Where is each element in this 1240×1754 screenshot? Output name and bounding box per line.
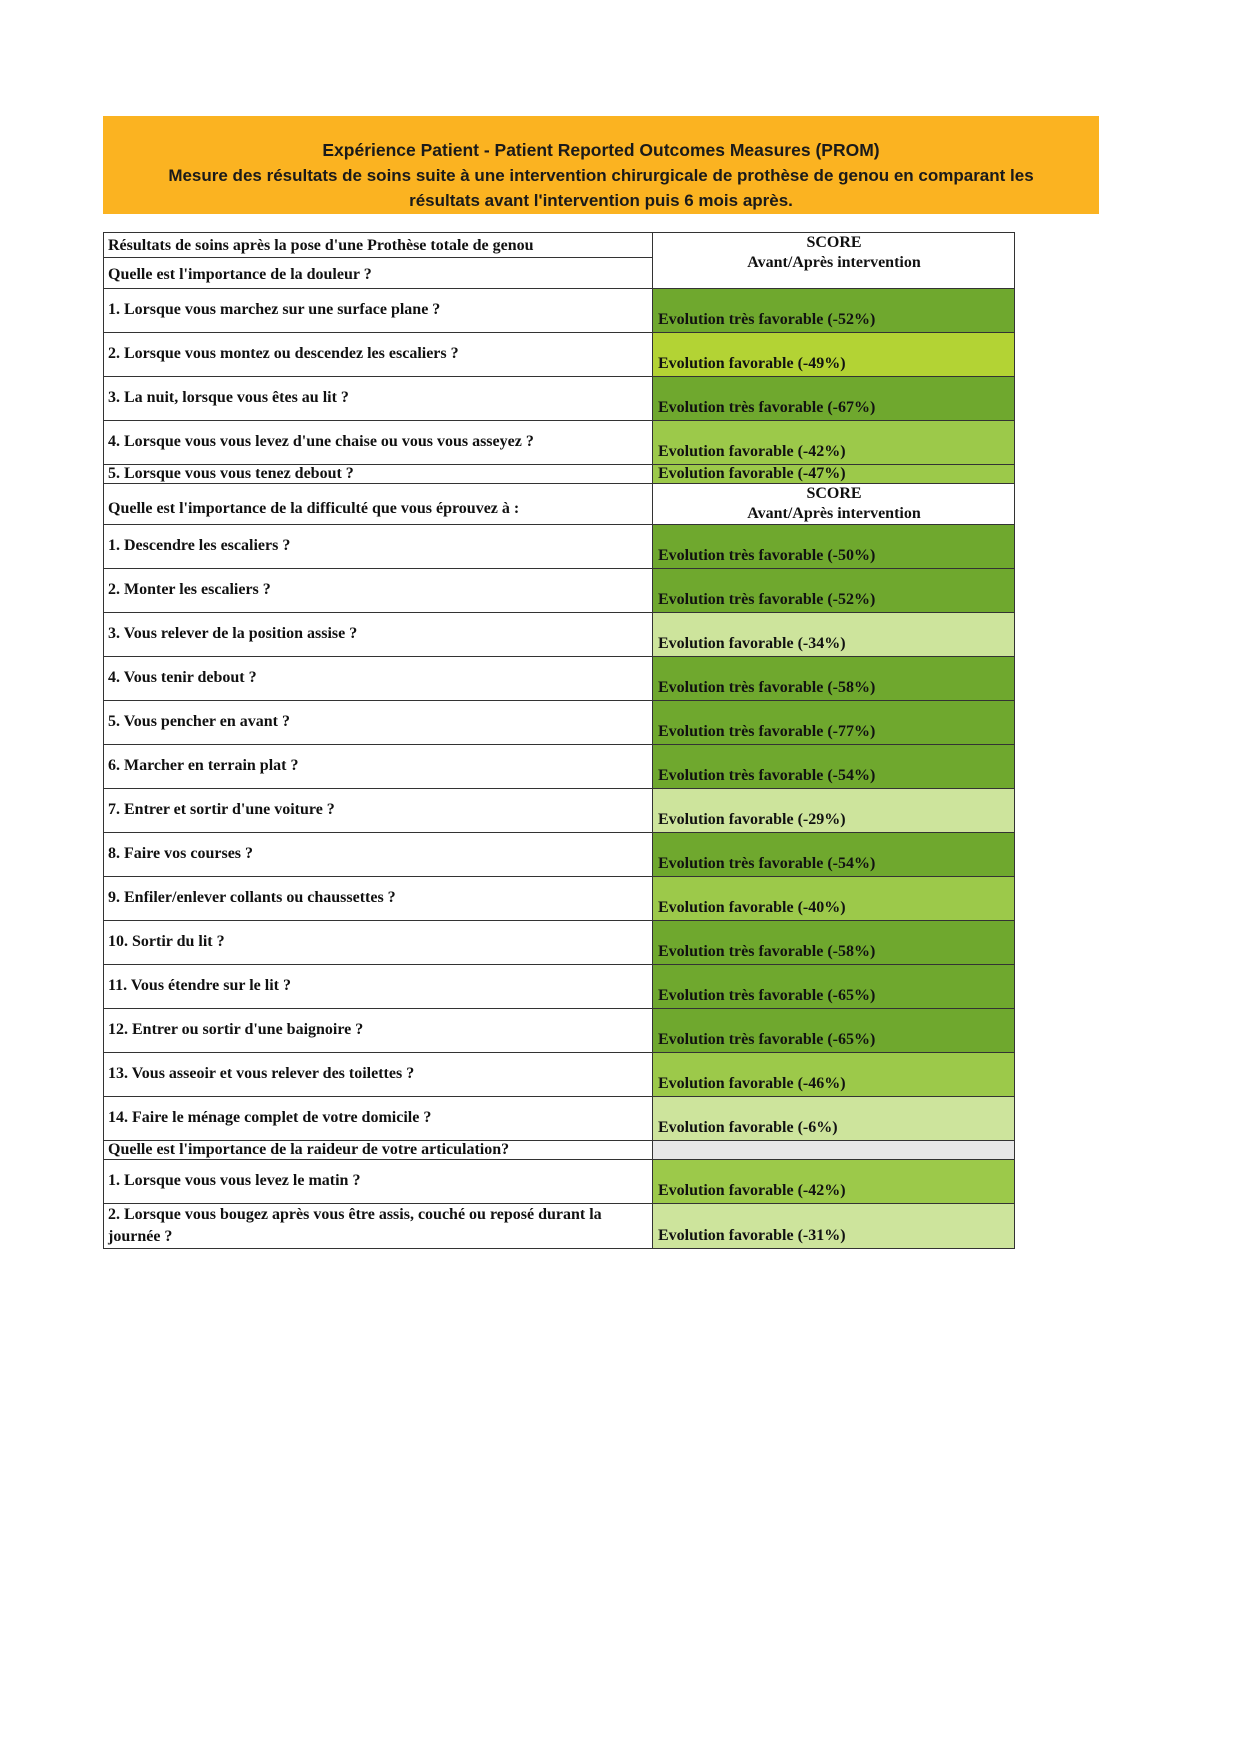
table-row: [104, 745, 1015, 789]
table-row: [104, 569, 1015, 613]
question-cell: 7. Entrer et sortir d'une voiture ?: [104, 789, 653, 833]
score-header: [653, 484, 1015, 525]
question-cell: 13. Vous asseoir et vous relever des toilettes ?: [104, 1053, 653, 1097]
score-cell: Evolution très favorable (-77%): [653, 701, 1015, 745]
question-cell: 1. Lorsque vous vous levez le matin ?: [104, 1160, 653, 1204]
score-cell: Evolution favorable (-49%): [653, 333, 1015, 377]
header-banner: [103, 116, 1099, 214]
score-cell: Evolution très favorable (-54%): [653, 745, 1015, 789]
question-cell: 5. Vous pencher en avant ?: [104, 701, 653, 745]
score-cell: Evolution favorable (-40%): [653, 877, 1015, 921]
score-cell: Evolution favorable (-42%): [653, 421, 1015, 465]
table-row: [104, 377, 1015, 421]
table-row: [104, 1009, 1015, 1053]
question-cell: 2. Lorsque vous montez ou descendez les escaliers ?: [104, 333, 653, 377]
score-cell: Evolution favorable (-34%): [653, 613, 1015, 657]
prom-results-table: [103, 232, 1015, 1249]
table-row: [104, 657, 1015, 701]
table-row: [104, 465, 1015, 484]
banner-subtitle-line1: Mesure des résultats de soins suite à une intervention chirurgicale de prothèse de genou en comparant les: [168, 166, 1034, 185]
score-cell: Evolution très favorable (-52%): [653, 289, 1015, 333]
score-cell: Evolution favorable (-47%): [653, 465, 1015, 484]
table-row: [104, 965, 1015, 1009]
table-row: [104, 833, 1015, 877]
score-cell: Evolution très favorable (-52%): [653, 569, 1015, 613]
question-cell: 8. Faire vos courses ?: [104, 833, 653, 877]
score-header-line1: SCORE: [806, 485, 862, 502]
table-row: [104, 1204, 1015, 1249]
banner-title: Expérience Patient - Patient Reported Outcomes Measures (PROM): [322, 140, 880, 160]
question-cell: 2. Monter les escaliers ?: [104, 569, 653, 613]
question-cell: 6. Marcher en terrain plat ?: [104, 745, 653, 789]
table-row: [104, 333, 1015, 377]
question-cell: 3. La nuit, lorsque vous êtes au lit ?: [104, 377, 653, 421]
question-cell: 4. Lorsque vous vous levez d'une chaise ou vous vous asseyez ?: [104, 421, 653, 465]
question-cell: 2. Lorsque vous bougez après vous être assis, couché ou reposé durant la journée ?: [104, 1204, 653, 1249]
score-cell: Evolution favorable (-46%): [653, 1053, 1015, 1097]
table-row: [104, 421, 1015, 465]
table-row: [104, 921, 1015, 965]
score-header-line2: Avant/Après intervention: [747, 254, 921, 271]
question-cell: 1. Descendre les escaliers ?: [104, 525, 653, 569]
score-cell: Evolution très favorable (-54%): [653, 833, 1015, 877]
question-cell: 11. Vous étendre sur le lit ?: [104, 965, 653, 1009]
question-cell: 5. Lorsque vous vous tenez debout ?: [104, 465, 653, 484]
table-row: [104, 1097, 1015, 1141]
section-heading-pain: Quelle est l'importance de la douleur ?: [104, 258, 653, 289]
table-row: [104, 613, 1015, 657]
table-row: [104, 789, 1015, 833]
question-cell: 1. Lorsque vous marchez sur une surface plane ?: [104, 289, 653, 333]
table-row: [104, 877, 1015, 921]
question-cell: 4. Vous tenir debout ?: [104, 657, 653, 701]
question-cell: 10. Sortir du lit ?: [104, 921, 653, 965]
banner-subtitle-line2: résultats avant l'intervention puis 6 mois après.: [409, 191, 793, 210]
question-cell: 12. Entrer ou sortir d'une baignoire ?: [104, 1009, 653, 1053]
question-cell: 3. Vous relever de la position assise ?: [104, 613, 653, 657]
table-row: [104, 525, 1015, 569]
score-cell: Evolution très favorable (-65%): [653, 965, 1015, 1009]
score-header-line2: Avant/Après intervention: [747, 505, 921, 522]
question-cell: 14. Faire le ménage complet de votre domicile ?: [104, 1097, 653, 1141]
score-cell: Evolution très favorable (-50%): [653, 525, 1015, 569]
score-cell: Evolution favorable (-6%): [653, 1097, 1015, 1141]
score-cell: Evolution très favorable (-67%): [653, 377, 1015, 421]
table-row: [104, 1160, 1015, 1204]
score-header-line1: SCORE: [806, 234, 862, 251]
score-cell: Evolution favorable (-29%): [653, 789, 1015, 833]
score-header: [653, 233, 1015, 289]
score-cell: Evolution favorable (-42%): [653, 1160, 1015, 1204]
score-cell: Evolution très favorable (-58%): [653, 657, 1015, 701]
score-cell: Evolution favorable (-31%): [653, 1204, 1015, 1249]
table-title: Résultats de soins après la pose d'une Prothèse totale de genou: [104, 233, 653, 258]
score-stripe: [653, 1141, 1015, 1160]
table-row: [104, 289, 1015, 333]
score-cell: Evolution très favorable (-65%): [653, 1009, 1015, 1053]
score-cell: Evolution très favorable (-58%): [653, 921, 1015, 965]
table-row: [104, 1053, 1015, 1097]
section-heading-difficulty: Quelle est l'importance de la difficulté que vous éprouvez à :: [104, 484, 653, 525]
table-row: [104, 701, 1015, 745]
section-heading-stiffness: Quelle est l'importance de la raideur de votre articulation?: [104, 1141, 653, 1160]
question-cell: 9. Enfiler/enlever collants ou chaussettes ?: [104, 877, 653, 921]
